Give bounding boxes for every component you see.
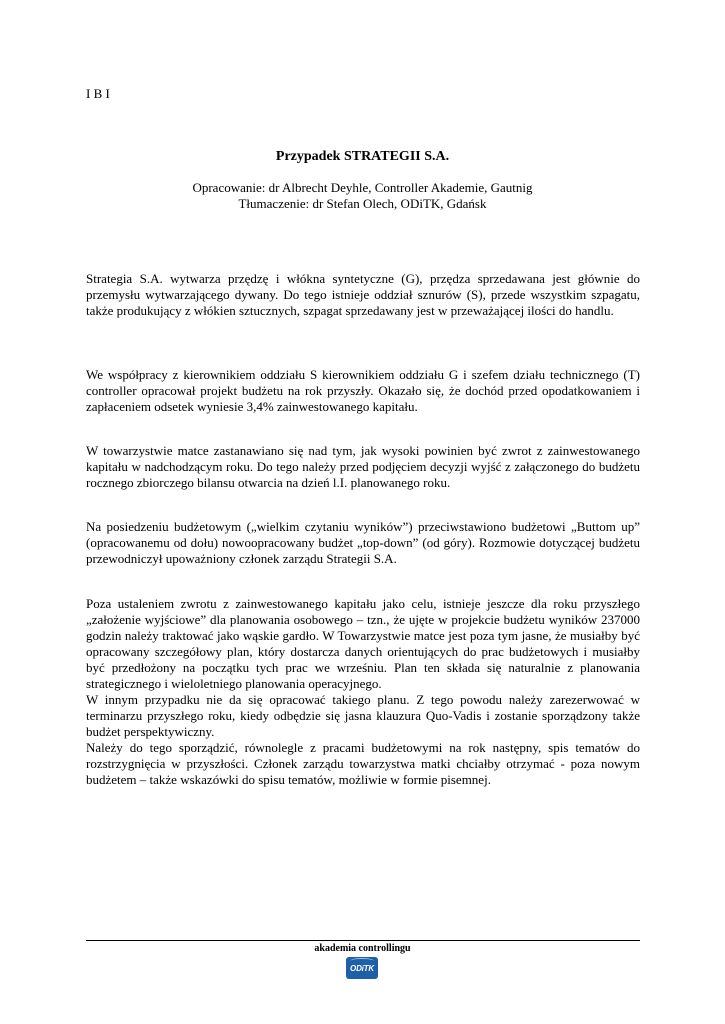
authors-block xyxy=(0,180,725,212)
paragraph-text: W towarzystwie matce zastanawiano się nad tym, jak wysoki powinien być zwrot z zainwestowanego kapitału w nadchodzącym roku. Do tego należy przed podjęciem decyzji wyjść z załączonego do budżetu rocznego zbiorczego bilansu otwarcia na dzień l.I. planowanego roku. xyxy=(86,443,640,490)
logo-swoosh-icon xyxy=(350,958,374,964)
paragraph-text: Poza ustaleniem zwrotu z zainwestowanego kapitału jako celu, istnieje jeszcze dla roku przyszłego „założenie wyjściowe” dla planowania osobowego – tzn., że ujęte w projekcie budżetu wyników 237000 godzin należy traktować jako wąskie gardło. W Towarzystwie matce jest poza tym jasne, że musiałby być opracowany szczegółowy plan, który dostarcza danych orientujących do prac budżetowych i musiałby być przedłożony na początku tych prac we wrześniu. Plan ten składa się naturalnie z planowania strategicznego i wieloletniego planowania operacyjnego. xyxy=(86,596,640,691)
paragraph-budget-project xyxy=(86,367,640,415)
footer-divider xyxy=(86,940,640,941)
oditk-logo xyxy=(346,957,378,979)
paragraph-company-description xyxy=(86,271,640,319)
logo-text: ODiTK xyxy=(350,963,374,973)
paragraph-budget-meeting xyxy=(86,519,640,567)
author-line: Opracowanie: dr Albrecht Deyhle, Controller Akademie, Gautnig xyxy=(192,180,533,195)
paragraph-text: W innym przypadku nie da się opracować takiego planu. Z tego powodu należy zarezerwować w terminarzu przyszłego roku, kiedy odbędzie się jasna klauzura Quo-Vadis i zostanie sporządzony także budżet perspektywiczny. xyxy=(86,692,640,739)
page-header-code: I B I xyxy=(86,86,110,101)
paragraph-text: Na posiedzeniu budżetowym („wielkim czytaniu wyników”) przeciwstawiono budżetowi „Buttom up” (opracowanemu od dołu) nowoopracowany budżet „top-down” (od góry). Rozmowie dotyczącej budżetu przewodniczył upoważniony członek zarządu Strategii S.A. xyxy=(86,519,640,566)
footer-text: akademia controllingu xyxy=(314,943,411,954)
paragraph-text: Strategia S.A. wytwarza przędzę i włókna syntetyczne (G), przędza sprzedawana jest głównie do przemysłu wytwarzającego dywany. Do tego istnieje oddział sznurów (S), przede wszystkim szpagatu, także produkujący z włókien sztucznych, szpagat sprzedawany jest w przeważającej ilości do handlu. xyxy=(86,271,640,318)
translator-line: Tłumaczenie: dr Stefan Olech, ODiTK, Gdańsk xyxy=(238,196,487,211)
paragraph-text: Należy do tego sporządzić, równolegle z pracami budżetowymi na rok następny, spis tematów do rozstrzygnięcia w przyszłości. Członek zarządu towarzystwa matki chciałby otrzymać - poza nowym budżetem – także wskazówki do spisu tematów, możliwie w formie pisemnej. xyxy=(86,740,640,787)
paragraph-text: We współpracy z kierownikiem oddziału S kierownikiem oddziału G i szefem działu technicznego (T) controller opracował projekt budżetu na rok przyszły. Okazało się, że dochód przed opodatkowaniem i zapłaceniem odsetek wyniesie 3,4% zainwestowanego kapitału. xyxy=(86,367,640,414)
paragraph-return-on-capital xyxy=(86,443,640,491)
document-title: Przypadek STRATEGII S.A. xyxy=(275,149,450,164)
paragraph-planning-section xyxy=(86,596,640,788)
